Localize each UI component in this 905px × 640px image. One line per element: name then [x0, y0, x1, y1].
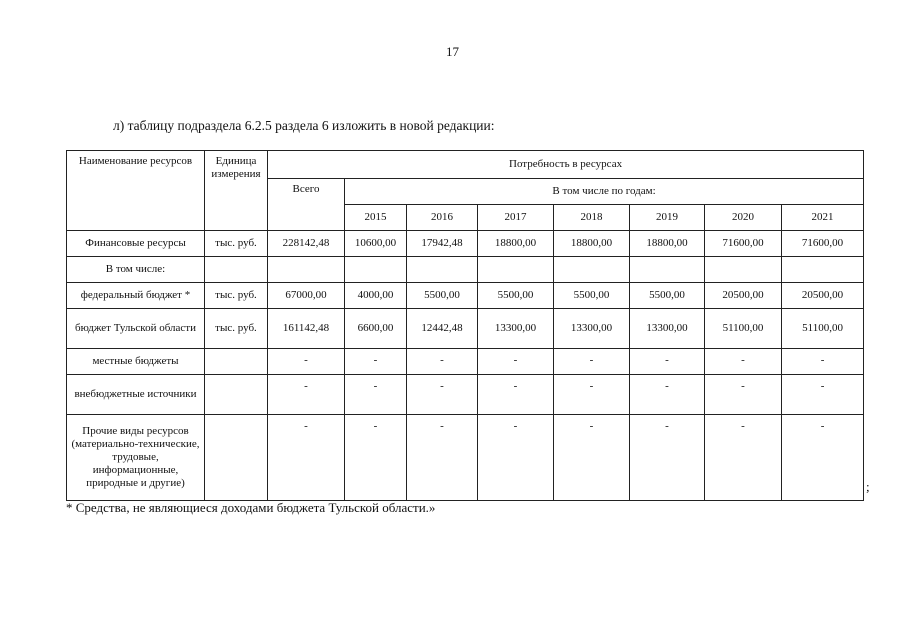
row-value: -: [782, 349, 864, 375]
row-total: 161142,48: [268, 309, 345, 349]
row-name: Финансовые ресурсы: [67, 231, 205, 257]
row-value: 4000,00: [345, 283, 407, 309]
row-total: 228142,48: [268, 231, 345, 257]
row-value: -: [705, 349, 782, 375]
row-value: 17942,48: [407, 231, 478, 257]
row-value: -: [407, 375, 478, 415]
row-value: 71600,00: [705, 231, 782, 257]
table-row: [67, 231, 864, 257]
row-value: -: [705, 415, 782, 501]
header-by-years: В том числе по годам:: [345, 179, 864, 205]
row-unit: тыс. руб.: [205, 309, 268, 349]
row-value: -: [782, 415, 864, 501]
header-need: Потребность в ресурсах: [268, 151, 864, 179]
intro-text: л) таблицу подраздела 6.2.5 раздела 6 изложить в новой редакции:: [113, 118, 495, 133]
row-value: 6600,00: [345, 309, 407, 349]
row-value: 5500,00: [407, 283, 478, 309]
row-unit: [205, 257, 268, 283]
row-value: -: [407, 415, 478, 501]
row-value: 5500,00: [630, 283, 705, 309]
row-value: 18800,00: [554, 231, 630, 257]
table-row: [67, 257, 864, 283]
row-value: 13300,00: [554, 309, 630, 349]
row-total: -: [268, 375, 345, 415]
row-name: местные бюджеты: [67, 349, 205, 375]
row-unit: тыс. руб.: [205, 283, 268, 309]
row-total: -: [268, 415, 345, 501]
header-year: 2020: [705, 205, 782, 231]
header-year: 2017: [478, 205, 554, 231]
row-value: -: [554, 415, 630, 501]
header-name: Наименование ресурсов: [67, 151, 205, 231]
footnote: * Средства, не являющиеся доходами бюджета Тульской области.»: [66, 500, 436, 515]
row-value: 51100,00: [782, 309, 864, 349]
row-value: -: [554, 349, 630, 375]
row-name: федеральный бюджет *: [67, 283, 205, 309]
row-value: -: [782, 375, 864, 415]
row-value: -: [345, 415, 407, 501]
row-value: -: [554, 375, 630, 415]
row-value: 13300,00: [630, 309, 705, 349]
row-value: 20500,00: [705, 283, 782, 309]
row-value: [345, 257, 407, 283]
row-value: 18800,00: [630, 231, 705, 257]
row-value: -: [630, 349, 705, 375]
row-value: [705, 257, 782, 283]
row-total: [268, 257, 345, 283]
row-value: 71600,00: [782, 231, 864, 257]
table-row: [67, 349, 864, 375]
header-year: 2015: [345, 205, 407, 231]
row-total: -: [268, 349, 345, 375]
row-value: [782, 257, 864, 283]
row-value: -: [478, 349, 554, 375]
resources-table: [66, 150, 864, 501]
table-row: [67, 375, 864, 415]
row-value: 12442,48: [407, 309, 478, 349]
row-value: 20500,00: [782, 283, 864, 309]
header-total: Всего: [268, 179, 345, 231]
row-value: 18800,00: [478, 231, 554, 257]
row-unit: [205, 415, 268, 501]
row-value: 13300,00: [478, 309, 554, 349]
row-value: -: [345, 375, 407, 415]
semicolon: ;: [866, 479, 870, 494]
header-year: 2016: [407, 205, 478, 231]
table-row: [67, 309, 864, 349]
row-value: -: [705, 375, 782, 415]
row-unit: [205, 349, 268, 375]
row-value: -: [407, 349, 478, 375]
header-unit: Единица измерения: [205, 151, 268, 231]
row-name: В том числе:: [67, 257, 205, 283]
header-year: 2019: [630, 205, 705, 231]
row-value: 51100,00: [705, 309, 782, 349]
row-total: 67000,00: [268, 283, 345, 309]
row-name: Прочие виды ресурсов (материально-технические, трудовые, информационные, природные и другие): [67, 415, 205, 501]
table-row: [67, 415, 864, 501]
header-year: 2018: [554, 205, 630, 231]
row-unit: тыс. руб.: [205, 231, 268, 257]
table-row: [67, 283, 864, 309]
page-number: 17: [446, 44, 459, 59]
header-year: 2021: [782, 205, 864, 231]
row-value: 10600,00: [345, 231, 407, 257]
row-value: [478, 257, 554, 283]
row-value: [554, 257, 630, 283]
row-value: 5500,00: [478, 283, 554, 309]
row-value: -: [478, 375, 554, 415]
row-value: [630, 257, 705, 283]
row-value: -: [630, 415, 705, 501]
row-value: -: [345, 349, 407, 375]
row-name: бюджет Тульской области: [67, 309, 205, 349]
row-value: 5500,00: [554, 283, 630, 309]
row-value: -: [478, 415, 554, 501]
row-value: -: [630, 375, 705, 415]
row-unit: [205, 375, 268, 415]
row-name: внебюджетные источники: [67, 375, 205, 415]
row-value: [407, 257, 478, 283]
